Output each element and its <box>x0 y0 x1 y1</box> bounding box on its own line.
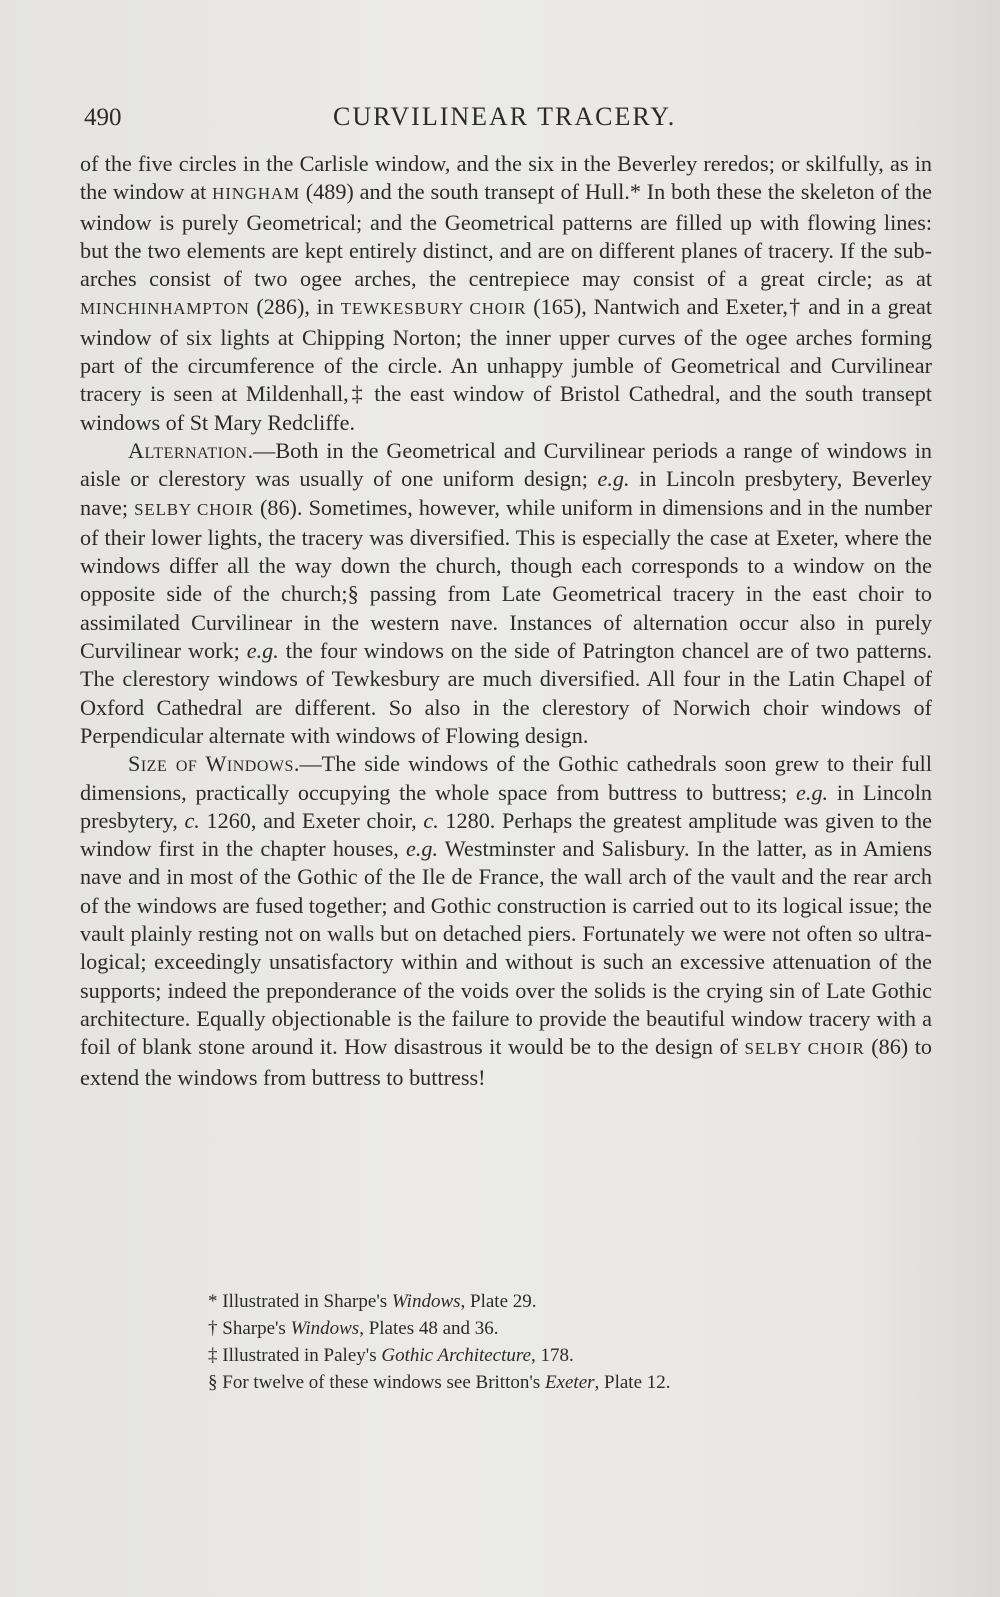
text-run: (165), Nantwich and Exeter,† and in a great window of six lights at Chipping Norton; the inner upper curves of the ogee arches forming part of the circumference of the circle. An unhappy jumble of Geometrical and Curvilinear tracery is seen at Mildenhall,‡ the east window of Bristol Cathedral, and the south transept windows of St Mary Redcliffe. <box>80 294 932 435</box>
text-run: ‡ Illustrated in Paley's <box>208 1345 382 1366</box>
text-run: of the five circles in the Carlisle window, and the six in the Beverley reredos; or skilfully, as in the window at <box>80 151 932 205</box>
italic-text: Windows <box>391 1291 461 1312</box>
footnote <box>208 1369 808 1396</box>
text-run: the four windows on the side of Patrington chancel are of two patterns. The clerestory windows of Tewkesbury are much diversified. All four in the Latin Chapel of Oxford Cathedral are different. So also in the clerestory of Norwich choir windows of Perpendicular alternate with windows of Flowing design. <box>80 638 933 748</box>
paragraph-tracery <box>80 150 932 437</box>
small-caps-reference: MINCHINHAMPTON <box>80 299 250 319</box>
paragraph-alternation <box>80 437 932 750</box>
footnote <box>208 1315 808 1342</box>
body-text <box>80 150 932 1092</box>
italic-text: c. <box>184 807 200 833</box>
text-run: § For twelve of these windows see Britton's <box>208 1372 545 1393</box>
italic-text: Exeter <box>544 1372 595 1393</box>
small-caps-reference: SELBY CHOIR <box>744 1039 865 1059</box>
paragraph-size-of-windows <box>80 750 932 1092</box>
small-caps-reference: TEWKESBURY CHOIR <box>340 299 527 319</box>
small-caps-reference: HINGHAM <box>212 184 300 204</box>
italic-text: Windows <box>290 1318 360 1339</box>
italic-text: e.g. <box>246 638 279 664</box>
text-run: (286), in <box>249 294 341 320</box>
text-run: (489) and the south transept of Hull.* In both these the skeleton of the window is purely Geometrical; and the Geometrical patterns are filled up with flowing lines: but the two elements are kept entirely distinct, and are on different planes of tracery. If the sub-arches consist of two ogee arches, the centrepiece may consist of a great circle; as at <box>80 179 932 292</box>
text-run: 1260, and Exeter choir, <box>199 807 424 833</box>
text-run: in Lincoln presbytery, Beverley nave; <box>80 466 932 520</box>
text-run: , Plate 29. <box>460 1291 537 1312</box>
text-run: , Plates 48 and 36. <box>359 1318 499 1339</box>
section-heading: Alternation <box>128 437 248 463</box>
text-run: .—The side windows of the Gothic cathedrals soon grew to their full dimensions, practically occupying the whole space from buttress to buttress; <box>80 751 933 805</box>
small-caps-reference: SELBY CHOIR <box>134 499 254 519</box>
italic-text: c. <box>423 807 439 833</box>
text-run: .—Both in the Geometrical and Curvilinear periods a range of windows in aisle or clerestory was usually of one uniform design; <box>80 437 932 492</box>
italic-text: e.g. <box>796 779 829 805</box>
text-run: Westminster and Salisbury. In the latter, as in Amiens nave and in most of the Gothic of the Ile de France, the wall arch of the vault and the rear arch of the windows are fused together; and Gothic construction is carried out to its logical issue; the vault plainly resting not on walls but on detached piers. Fortunately we were not often so ultra-logical; exceedingly unsatisfactory within and without is such an excessive attenuation of the supports; indeed the preponderance of the voids over the solids is the crying sin of Late Gothic architecture. Equally objectionable is the failure to provide the beautiful window tracery with a foil of blank stone around it. How disastrous it would be to the design of <box>80 836 932 1060</box>
footnote <box>208 1288 808 1315</box>
text-run: (86) to extend the windows from buttress to buttress! <box>80 1034 932 1090</box>
text-run: † Sharpe's <box>208 1318 291 1339</box>
text-run: (86). Sometimes, however, while uniform in dimensions and in the number of their lower lights, the tracery was diversified. This is especially the case at Exeter, where the windows differ all the way down the church, though each corresponds to a window on the opposite side of the church;§ passing from Late Geometrical tracery in the east choir to assimilated Curvilinear in the western nave. Instances of alternation occur also in purely Curvilinear work; <box>80 494 932 664</box>
section-heading: Size of Windows <box>128 751 294 777</box>
italic-text: Gothic Architecture <box>381 1345 532 1366</box>
page-number: 490 <box>84 104 122 131</box>
italic-text: e.g. <box>405 836 439 862</box>
page-header <box>84 104 684 144</box>
text-run: 1280. Perhaps the greatest amplitude was given to the window first in the chapter houses, <box>80 807 932 862</box>
running-title: CURVILINEAR TRACERY. <box>333 102 677 131</box>
italic-text: e.g. <box>597 466 630 492</box>
footnote <box>208 1342 808 1369</box>
text-run: , 178. <box>531 1345 574 1366</box>
text-run: * Illustrated in Sharpe's <box>208 1291 392 1312</box>
text-run: , Plate 12. <box>594 1372 671 1393</box>
text-run: in Lincoln presbytery, <box>80 779 932 833</box>
footnotes <box>208 1288 808 1396</box>
